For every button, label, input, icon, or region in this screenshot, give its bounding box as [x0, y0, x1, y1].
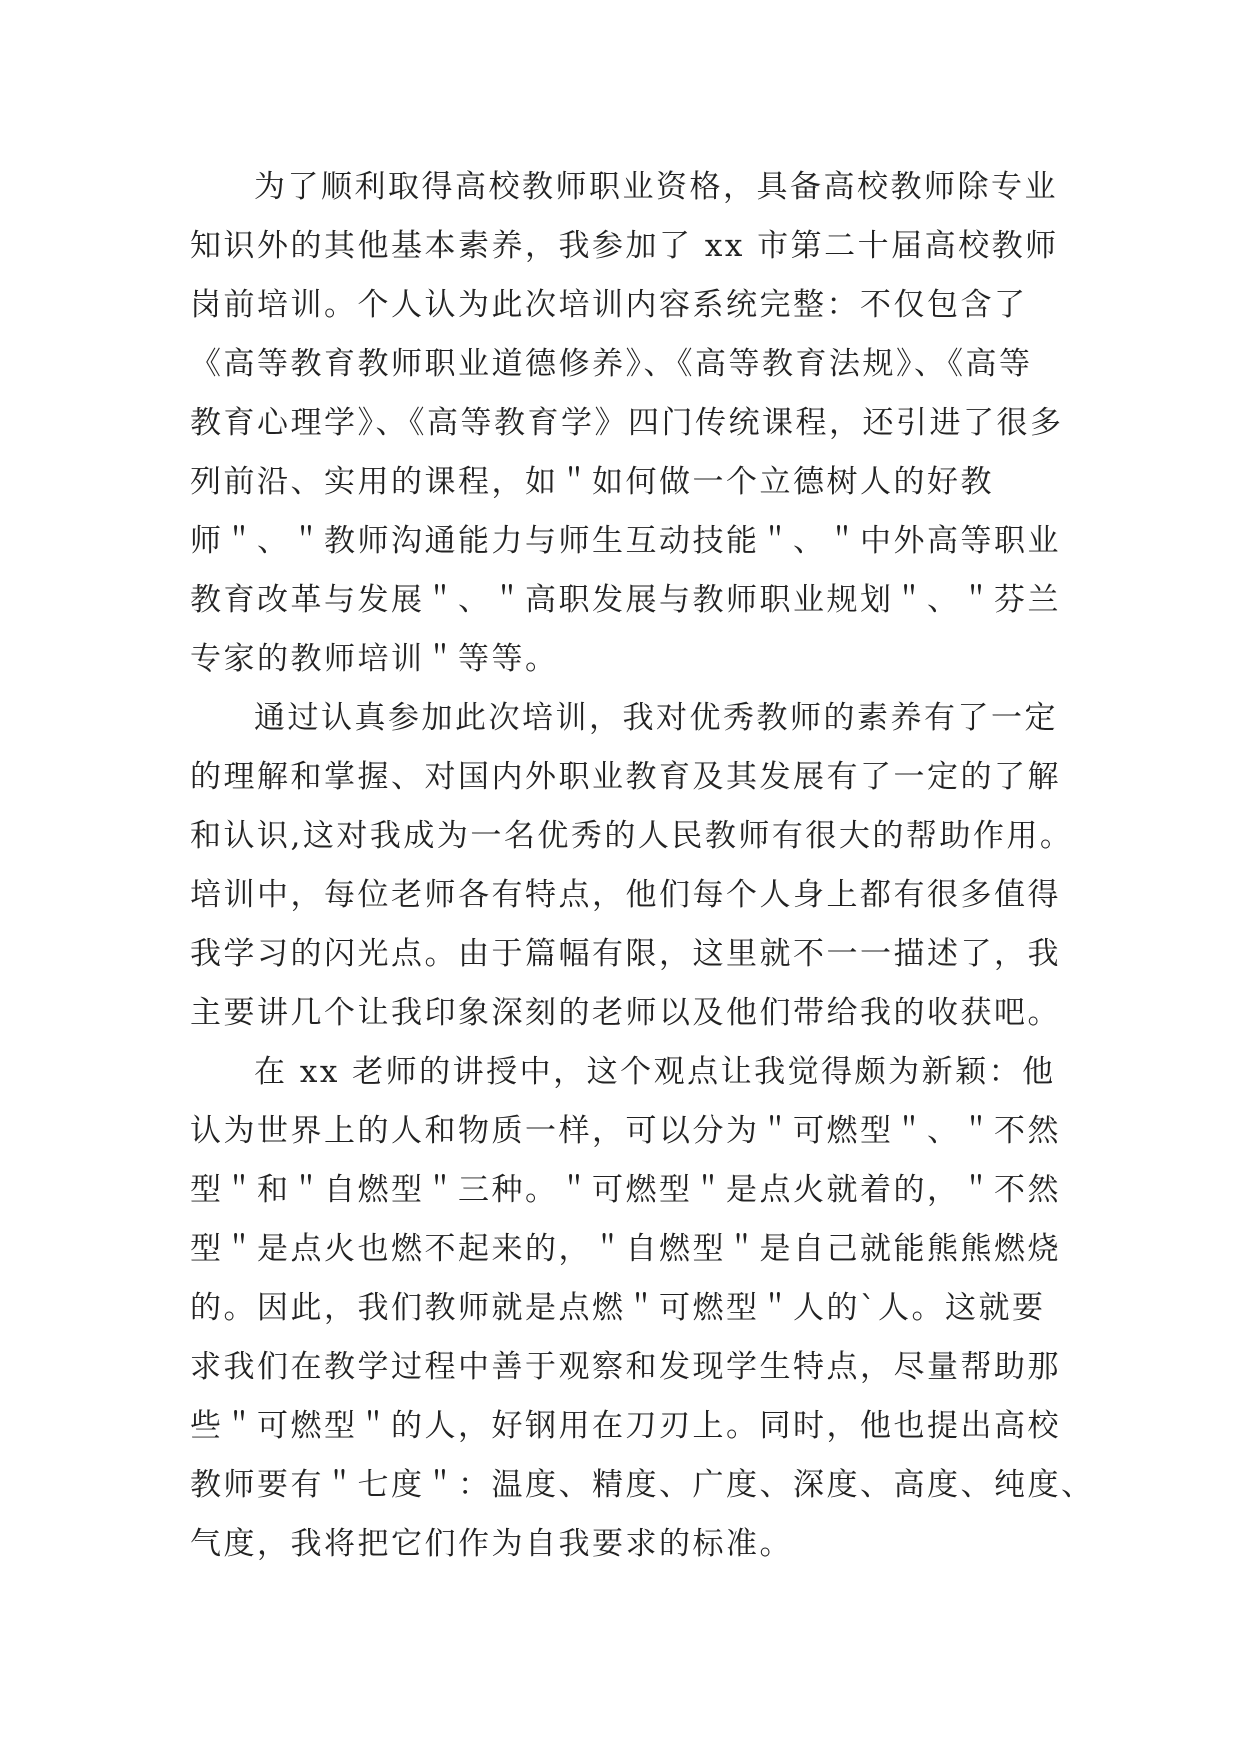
paragraph-line: 气度，我将把它们作为自我要求的标准。 — [190, 1526, 793, 1562]
paragraph-line: 主要讲几个让我印象深刻的老师以及他们带给我的收获吧。 — [190, 995, 1061, 1031]
paragraph-line: 岗前培训。个人认为此次培训内容系统完整：不仅包含了 — [190, 287, 1028, 323]
paragraph-1 — [190, 158, 1064, 689]
paragraph-line: 教师要有＂七度＂：温度、精度、广度、深度、高度、纯度、 — [190, 1467, 1095, 1503]
paragraph-line: 通过认真参加此次培训，我对优秀教师的素养有了一定 — [254, 700, 1058, 736]
paragraph-line: 教育心理学》、《高等教育学》四门传统课程，还引进了很多 — [190, 405, 1064, 441]
paragraph-line: 师＂、＂教师沟通能力与师生互动技能＂、＂中外高等职业 — [190, 523, 1061, 559]
paragraph-line: 型＂是点火也燃不起来的，＂自燃型＂是自己就能熊熊燃烧 — [190, 1231, 1061, 1267]
paragraph-line: 知识外的其他基本素养，我参加了 xx 市第二十届高校教师 — [190, 228, 1059, 264]
paragraph-line: 培训中，每位老师各有特点，他们每个人身上都有很多值得 — [190, 877, 1061, 913]
paragraph-line: 和认识,这对我成为一名优秀的人民教师有很大的帮助作用。 — [190, 818, 1074, 854]
paragraph-line: 为了顺利取得高校教师职业资格，具备高校教师除专业 — [254, 169, 1058, 205]
paragraph-line: 些＂可燃型＂的人，好钢用在刀刃上。同时，他也提出高校 — [190, 1408, 1061, 1444]
paragraph-line: 我学习的闪光点。由于篇幅有限，这里就不一一描述了，我 — [190, 936, 1061, 972]
paragraph-line: 《高等教育教师职业道德修养》、《高等教育法规》、《高等 — [190, 346, 1033, 382]
paragraph-line: 求我们在教学过程中善于观察和发现学生特点，尽量帮助那 — [190, 1349, 1061, 1385]
paragraph-line: 专家的教师培训＂等等。 — [190, 641, 559, 677]
paragraph-3 — [190, 1043, 1095, 1574]
paragraph-line: 型＂和＂自燃型＂三种。＂可燃型＂是点火就着的，＂不然 — [190, 1172, 1061, 1208]
paragraph-2 — [190, 689, 1074, 1043]
paragraph-line: 认为世界上的人和物质一样，可以分为＂可燃型＂、＂不然 — [190, 1113, 1061, 1149]
paragraph-line: 在 xx 老师的讲授中，这个观点让我觉得颇为新颖：他 — [254, 1054, 1056, 1090]
paragraph-line: 的。因此，我们教师就是点燃＂可燃型＂人的`人。这就要 — [190, 1290, 1046, 1326]
document-body — [190, 158, 1095, 1574]
paragraph-line: 的理解和掌握、对国内外职业教育及其发展有了一定的了解 — [190, 759, 1061, 795]
paragraph-line: 教育改革与发展＂、＂高职发展与教师职业规划＂、＂芬兰 — [190, 582, 1061, 618]
paragraph-line: 列前沿、实用的课程，如＂如何做一个立德树人的好教 — [190, 464, 994, 500]
